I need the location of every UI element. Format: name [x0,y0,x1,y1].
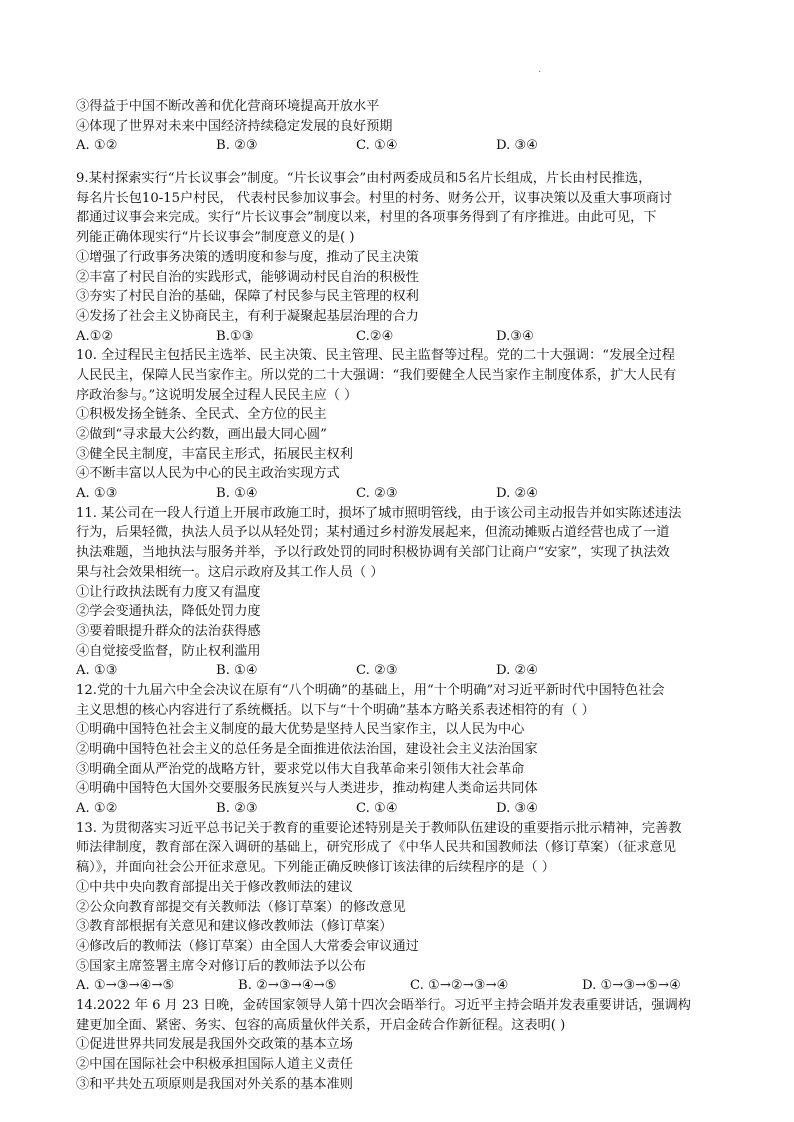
answer-choices [76,136,726,156]
choice-b: B. ①④ [216,663,258,679]
answer-choices [76,799,726,819]
option-1: ①增强了行政事务决策的透明度和参与度，推动了民主决策 [76,249,419,265]
choice-a: A. ①③ [76,486,118,502]
option-4: ④发扬了社会主义协商民主，有利于凝聚起基层治理的合力 [76,308,419,324]
choice-d: D. ③④ [496,138,539,154]
choice-b: B. ①④ [216,486,258,502]
option-3: ③要着眼提升群众的法治获得感 [76,623,261,639]
option-2: ②公众向教育部提交有关教师法（修订草案）的修改意见 [76,899,406,915]
option-2: ②中国在国际社会中积极承担国际人道主义责任 [76,1057,353,1072]
question-stem: 师法律制度，教育部在深入调研的基础上，研究形成了《中华人民共和国教师法（修订草案）（征求意见 [76,840,677,856]
question-stem: 13. 为贯彻落实习近平总书记关于教育的重要论述特别是关于教师队伍建设的重要指示批示精神，完善教 [76,820,682,836]
question-11 [76,504,726,681]
option-1: ①促进世界共同发展是我国外交政策的基本立场 [76,1037,353,1053]
question-stem: 11. 某公司在一段人行道上开展市政施工时，损坏了城市照明管线，由于该公司主动报告并如实陈述违法 [76,505,682,521]
option-3: ③和平共处五项原则是我国对外关系的基本准则 [76,1076,353,1092]
choice-b: B. ②③ [216,138,258,154]
choice-a: A.①② [76,328,114,344]
question-9 [76,169,726,346]
option-3: ③得益于中国不断改善和优化营商环境提高开放水平 [76,99,380,114]
question-stem: 9.某村探索实行“片长议事会”制度。“片长议事会”由村两委成员和5名片长组成，片长由村民推选， [76,171,652,187]
question-13 [76,819,726,996]
choice-d: D. ②④ [496,486,539,502]
question-stem: 14.2022 年 6 月 23 日晚，金砖国家领导人第十四次会晤举行。习近平主持会晤并发表重要讲话，强调构 [76,997,691,1013]
header-dot: · [538,66,542,77]
option-4: ④自觉接受监督，防止权利滥用 [76,643,261,659]
option-2: ②学会变通执法，降低处罚力度 [76,604,261,620]
choice-c: C. ②③ [356,663,398,679]
choice-c: C. ①④ [356,138,398,154]
question-stem: 稿）》，并面向社会公开征求意见。下列能正确反映修订该法律的后续程序的是（ ） [76,860,555,876]
answer-choices [76,976,726,996]
option-4: ④修改后的教师法（修订草案）由全国人大常委会审议通过 [76,938,419,954]
question-stem: 每名片长包10-15户村民， 代表村民参加议事会。村里的村务、财务公开，议事决策以及重大事项商讨 [76,190,673,206]
question-stem: 人民民主，保障人民当家作主。所以党的二十大强调：“我们要健全人民当家作主制度体系，扩大人民有 [76,367,677,383]
choice-c: C. ①④ [356,801,398,817]
option-2: ②做到“寻求最大公约数，画出最大同心圆” [76,427,327,442]
question-12 [76,681,726,819]
option-3: ③教育部根据有关意见和建议修改教师法（修订草案） [76,919,393,935]
choice-b: B.①③ [216,328,254,344]
choice-d: D. ③④ [496,801,539,817]
question-stem: 执法难题，当地执法与服务并举，予以行政处罚的同时积极协调有关部门让商户“安家”，实现了执法效 [76,545,670,561]
option-4: ④明确中国特色大国外交要服务民族复兴与人类进步，推动构建人类命运共同体 [76,781,538,797]
option-1: ①中共中央向教育部提出关于修改教师法的建议 [76,879,353,895]
question-8 [76,97,726,156]
question-stem: 列能正确体现实行“片长议事会”制度意义的是( ) [76,230,355,246]
option-3: ③夯实了村民自治的基础，保障了村民参与民主管理的权利 [76,289,419,305]
option-2: ②丰富了村民自治的实践形式，能够调动村民自治的积极性 [76,269,419,285]
question-stem: 10. 全过程民主包括民主选举、民主决策、民主管理、民主监督等过程。党的二十大强调：“发展全过程 [76,348,675,364]
question-stem: 都通过议事会来完成。实行“片长议事会”制度以来，村里的各项事务得到了有序推进。由此可见，下 [76,210,657,226]
option-3: ③明确全面从严治党的战略方针，要求党以伟大自我革命来引领伟大社会革命 [76,761,525,777]
option-4: ④体现了世界对未来中国经济持续稳定发展的良好预期 [76,118,393,134]
choice-c: C. ①→②→③→④ [410,978,509,994]
choice-b: B. ②→③→④→⑤ [238,978,337,994]
choice-a: A. ①→③→④→⑤ [76,978,175,994]
option-5: ⑤国家主席签署主席令对修订后的教师法予以公布 [76,958,367,974]
option-1: ①让行政执法既有力度又有温度 [76,584,261,600]
answer-choices [76,327,726,347]
question-stem: 建更加全面、紧密、务实、包容的高质量伙伴关系，开启金砖合作新征程。这表明( ) [76,1017,566,1033]
choice-d: D. ①→③→⑤→④ [582,978,681,994]
option-1: ①积极发扬全链条、全民式、全方位的民主 [76,407,327,423]
option-2: ②明确中国特色社会主义的总任务是全面推进依法治国，建设社会主义法治国家 [76,742,538,757]
answer-choices [76,484,726,504]
choice-a: A. ①② [76,138,118,154]
question-stem: 12.党的十九届六中全会决议在原有“八个明确”的基础上，用“十个明确”对习近平新时代中国特色社会 [76,682,665,698]
question-14 [76,996,726,1094]
choice-b: B. ②③ [216,801,258,817]
question-stem: 序政治参与。”这说明发展全过程人民民主应（ ） [76,387,358,403]
choice-a: A. ①② [76,801,118,817]
option-1: ①明确中国特色社会主义制度的最大优势是坚持人民当家作主，以人民为中心 [76,722,525,738]
choice-a: A. ①③ [76,663,118,679]
question-content [76,97,726,1094]
choice-c: C. ②③ [356,486,398,502]
question-stem: 果与社会效果相统一。这启示政府及其工作人员（ ） [76,564,384,580]
choice-d: D.③④ [496,328,534,344]
choice-c: C.②④ [356,328,394,344]
option-4: ④不断丰富以人民为中心的民主政治实现方式 [76,466,340,482]
question-stem: 主义思想的核心内容进行了系统概括。以下与“十个明确”基本方略关系表述相符的有（ ） [76,702,595,718]
choice-d: D. ②④ [496,663,539,679]
question-10 [76,346,726,504]
question-stem: 行为，后果轻微，执法人员予以从轻处罚；某村通过乡村游发展起来，但流动摊贩占道经营也成了一道 [76,525,670,541]
option-3: ③健全民主制度，丰富民主形式，拓展民主权利 [76,446,353,462]
answer-choices [76,661,726,681]
